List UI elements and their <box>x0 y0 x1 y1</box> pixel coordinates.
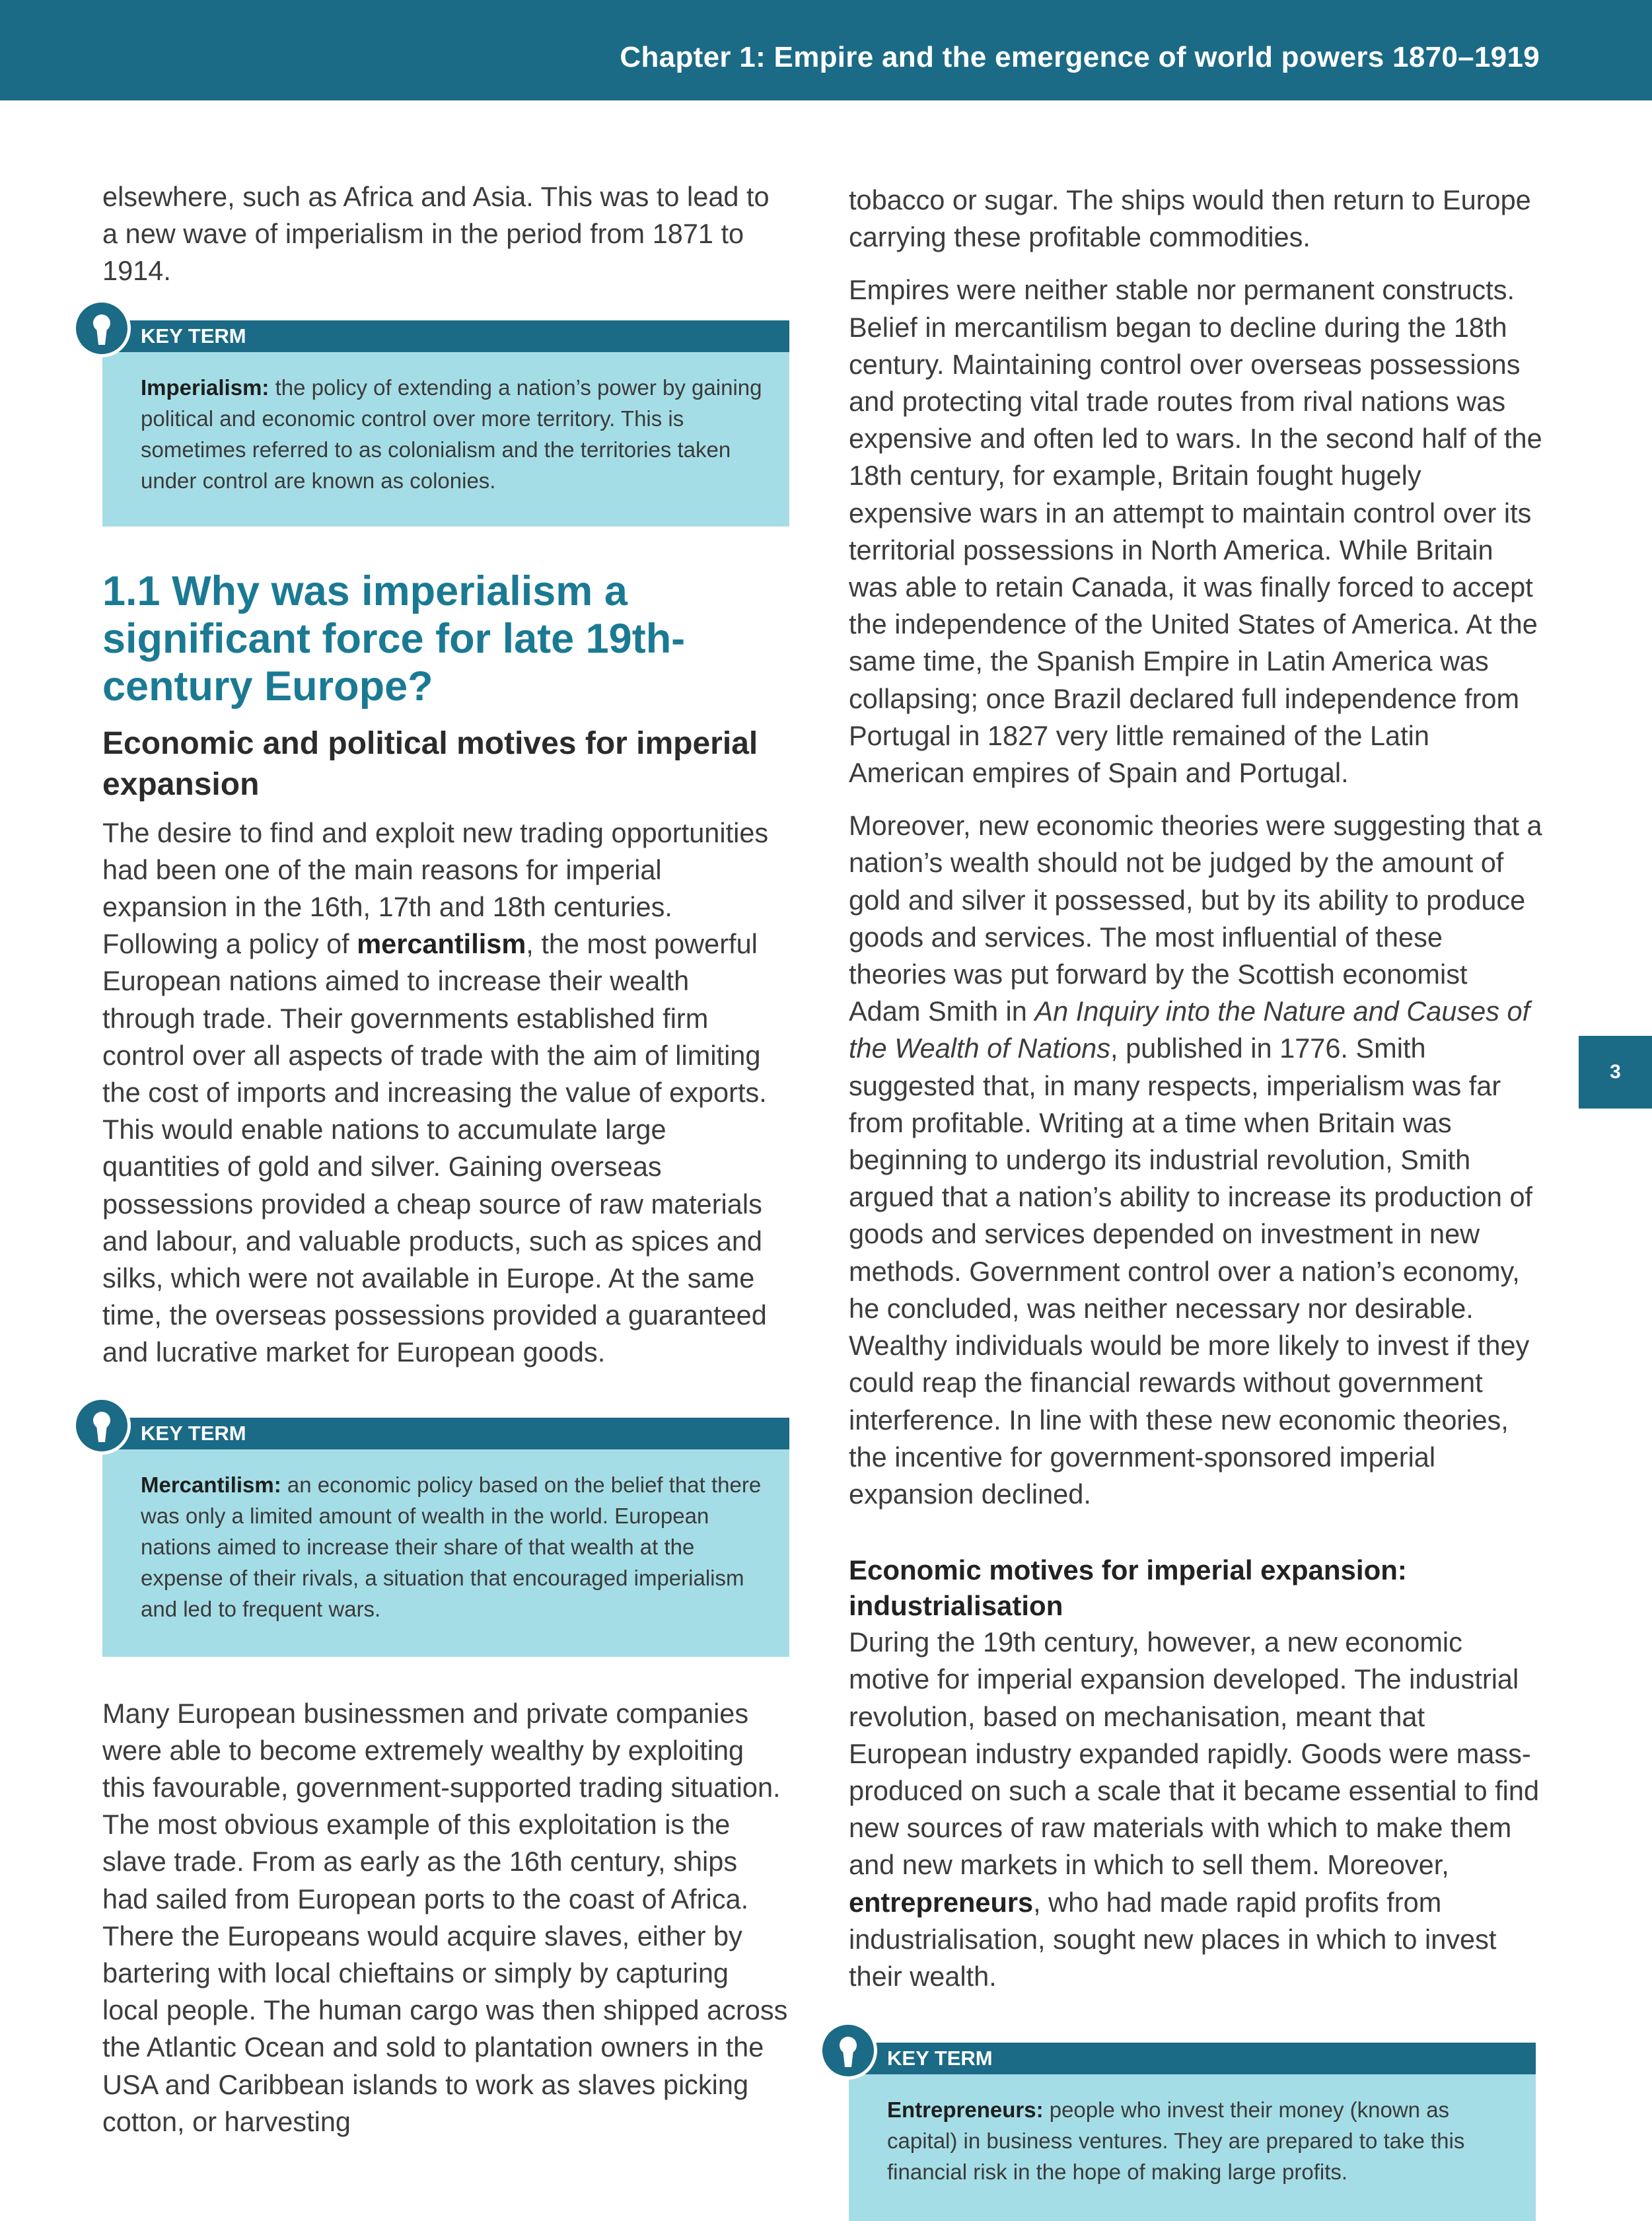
section-title: 1.1 Why was imperialism a significant force for late 19th-century Europe? <box>102 567 686 710</box>
key-term-word: Imperialism: <box>141 375 269 400</box>
key-term-heading: KEY TERM <box>849 2043 1536 2074</box>
key-term-text: people who invest their money (known as capital) in business ventures. They are prepared to take this financial risk in the hope of making large profits. <box>887 2097 1465 2185</box>
keyhole-icon <box>819 2021 877 2080</box>
key-term-definition <box>849 2074 1536 2221</box>
paragraph-empires: Empires were neither stable nor permanent constructs. Belief in mercantilism began to decline during the 18th century. Maintaining control over overseas possessions and protecting vital trade routes from rival nations was expensive and often led to wars. In the second half of the 18th century, for example, Britain fought hugely expensive wars in an attempt to maintain control over its territorial possessions in North America. While Britain was able to retain Canada, it was finally forced to accept the independence of the United States of America. At the same time, the Spanish Empire in Latin America was collapsing; once Brazil declared full independence from Portugal in 1827 very little remained of the Latin American empires of Spain and Portugal. <box>849 274 1542 789</box>
key-term-box-mercantilism <box>102 1418 789 1657</box>
paragraph-industrialisation <box>849 1624 1542 1995</box>
subsection-title: Economic and political motives for imperial expansion <box>102 725 758 802</box>
paragraph-economic-theories <box>849 807 1542 1513</box>
keyhole-icon <box>73 1397 131 1455</box>
paragraph-text: The desire to find and exploit new trading opportunities had been one of the main reasons for imperial expansion in the 16th, 17th and 18th centuries. Following a policy of <box>102 817 769 960</box>
chapter-title: Chapter 1: Empire and the emergence of world powers 1870–1919 <box>620 41 1540 73</box>
paragraph-commodities: tobacco or sugar. The ships would then return to Europe carrying these profitable commodities. <box>849 184 1531 253</box>
right-column <box>849 182 1542 2221</box>
paragraph-text: During the 19th century, however, a new economic motive for imperial expansion developed. The industrial revolution, based on mechanisation, meant that European industry expanded rapidly. Goods were mass-produced on such a scale that it became essential to find new sources of raw materials with which to make them and new markets in which to sell them. Moreover, <box>849 1626 1540 1881</box>
paragraph-text: Moreover, new economic theories were suggesting that a nation’s wealth should not be judged by the amount of gold and silver it possessed, but by its ability to produce goods and services. The most influential of these theories was put forward by the Scottish economist Adam Smith in <box>849 810 1542 1027</box>
page-number: 3 <box>1579 1036 1652 1109</box>
key-term-box-imperialism <box>102 320 789 527</box>
bold-term-entrepreneurs: entrepreneurs <box>849 1886 1034 1918</box>
key-term-definition <box>102 352 789 527</box>
key-term-text: an economic policy based on the belief that there was only a limited amount of wealth in the world. European nations aimed to increase their share of that wealth at the expense of their rivals, a situation that encouraged imperialism and led to frequent wars. <box>141 1472 762 1621</box>
paragraph-text: , the most powerful European nations aimed to increase their wealth through trade. Their governments established firm control over all aspects of trade with the aim of limiting the cost of imports and increasing the value of exports. This would enable nations to accumulate large quantities of gold and silver. Gaining overseas possessions provided a cheap source of raw materials and labour, and valuable products, such as spices and silks, which were not available in Europe. At the same time, the overseas possessions provided a guaranteed and lucrative market for European goods. <box>102 928 767 1368</box>
paragraph-text: , published in 1776. Smith suggested that, in many respects, imperialism was far from profitable. Writing at a time when Britain was beginning to undergo its industrial revolution, Smith argued that a nation’s ability to increase its production of goods and services depended on investment in new methods. Government control over a nation’s economy, he concluded, was neither necessary nor desirable. Wealthy individuals would be more likely to invest if they could reap the financial rewards without government interference. In line with these new economic theories, the incentive for government-sponsored imperial expansion declined. <box>849 1033 1533 1510</box>
subsection-title-industrialisation: Economic motives for imperial expansion: industrialisation <box>849 1554 1407 1622</box>
key-term-word: Entrepreneurs: <box>887 2097 1044 2123</box>
keyhole-icon <box>73 299 131 357</box>
key-term-text: the policy of extending a nation’s power by gaining political and economic control over more territory. This is sometimes referred to as colonialism and the territories taken under control are known as colonies. <box>141 375 762 493</box>
key-term-box-entrepreneurs <box>849 2043 1536 2221</box>
book-title: An Inquiry into the Nature and Causes of the Wealth of Nations <box>849 996 1530 1064</box>
paragraph-text: , who had made rapid profits from industrialisation, sought new places in which to invest their wealth. <box>849 1886 1497 1992</box>
intro-paragraph: elsewhere, such as Africa and Asia. This was to lead to a new wave of imperialism in the period from 1871 to 1914. <box>102 181 770 287</box>
paragraph-mercantilism <box>102 815 789 1371</box>
key-term-word: Mercantilism: <box>141 1472 281 1497</box>
left-column <box>102 178 789 2140</box>
paragraph-slave-trade: Many European businessmen and private companies were able to become extremely wealthy by exploiting this favourable, government-supported trading situation. The most obvious example of this exploitation is the slave trade. From as early as the 16th century, ships had sailed from European ports to the coast of Africa. There the Europeans would acquire slaves, either by bartering with local chieftains or simply by capturing local people. The human cargo was then shipped across the Atlantic Ocean and sold to plantation owners in the USA and Caribbean islands to work as slaves picking cotton, or harvesting <box>102 1697 788 2137</box>
key-term-heading: KEY TERM <box>102 320 789 352</box>
chapter-header-bar <box>0 0 1652 100</box>
bold-term-mercantilism: mercantilism <box>357 928 526 960</box>
key-term-definition <box>102 1449 789 1657</box>
key-term-heading: KEY TERM <box>102 1418 789 1449</box>
